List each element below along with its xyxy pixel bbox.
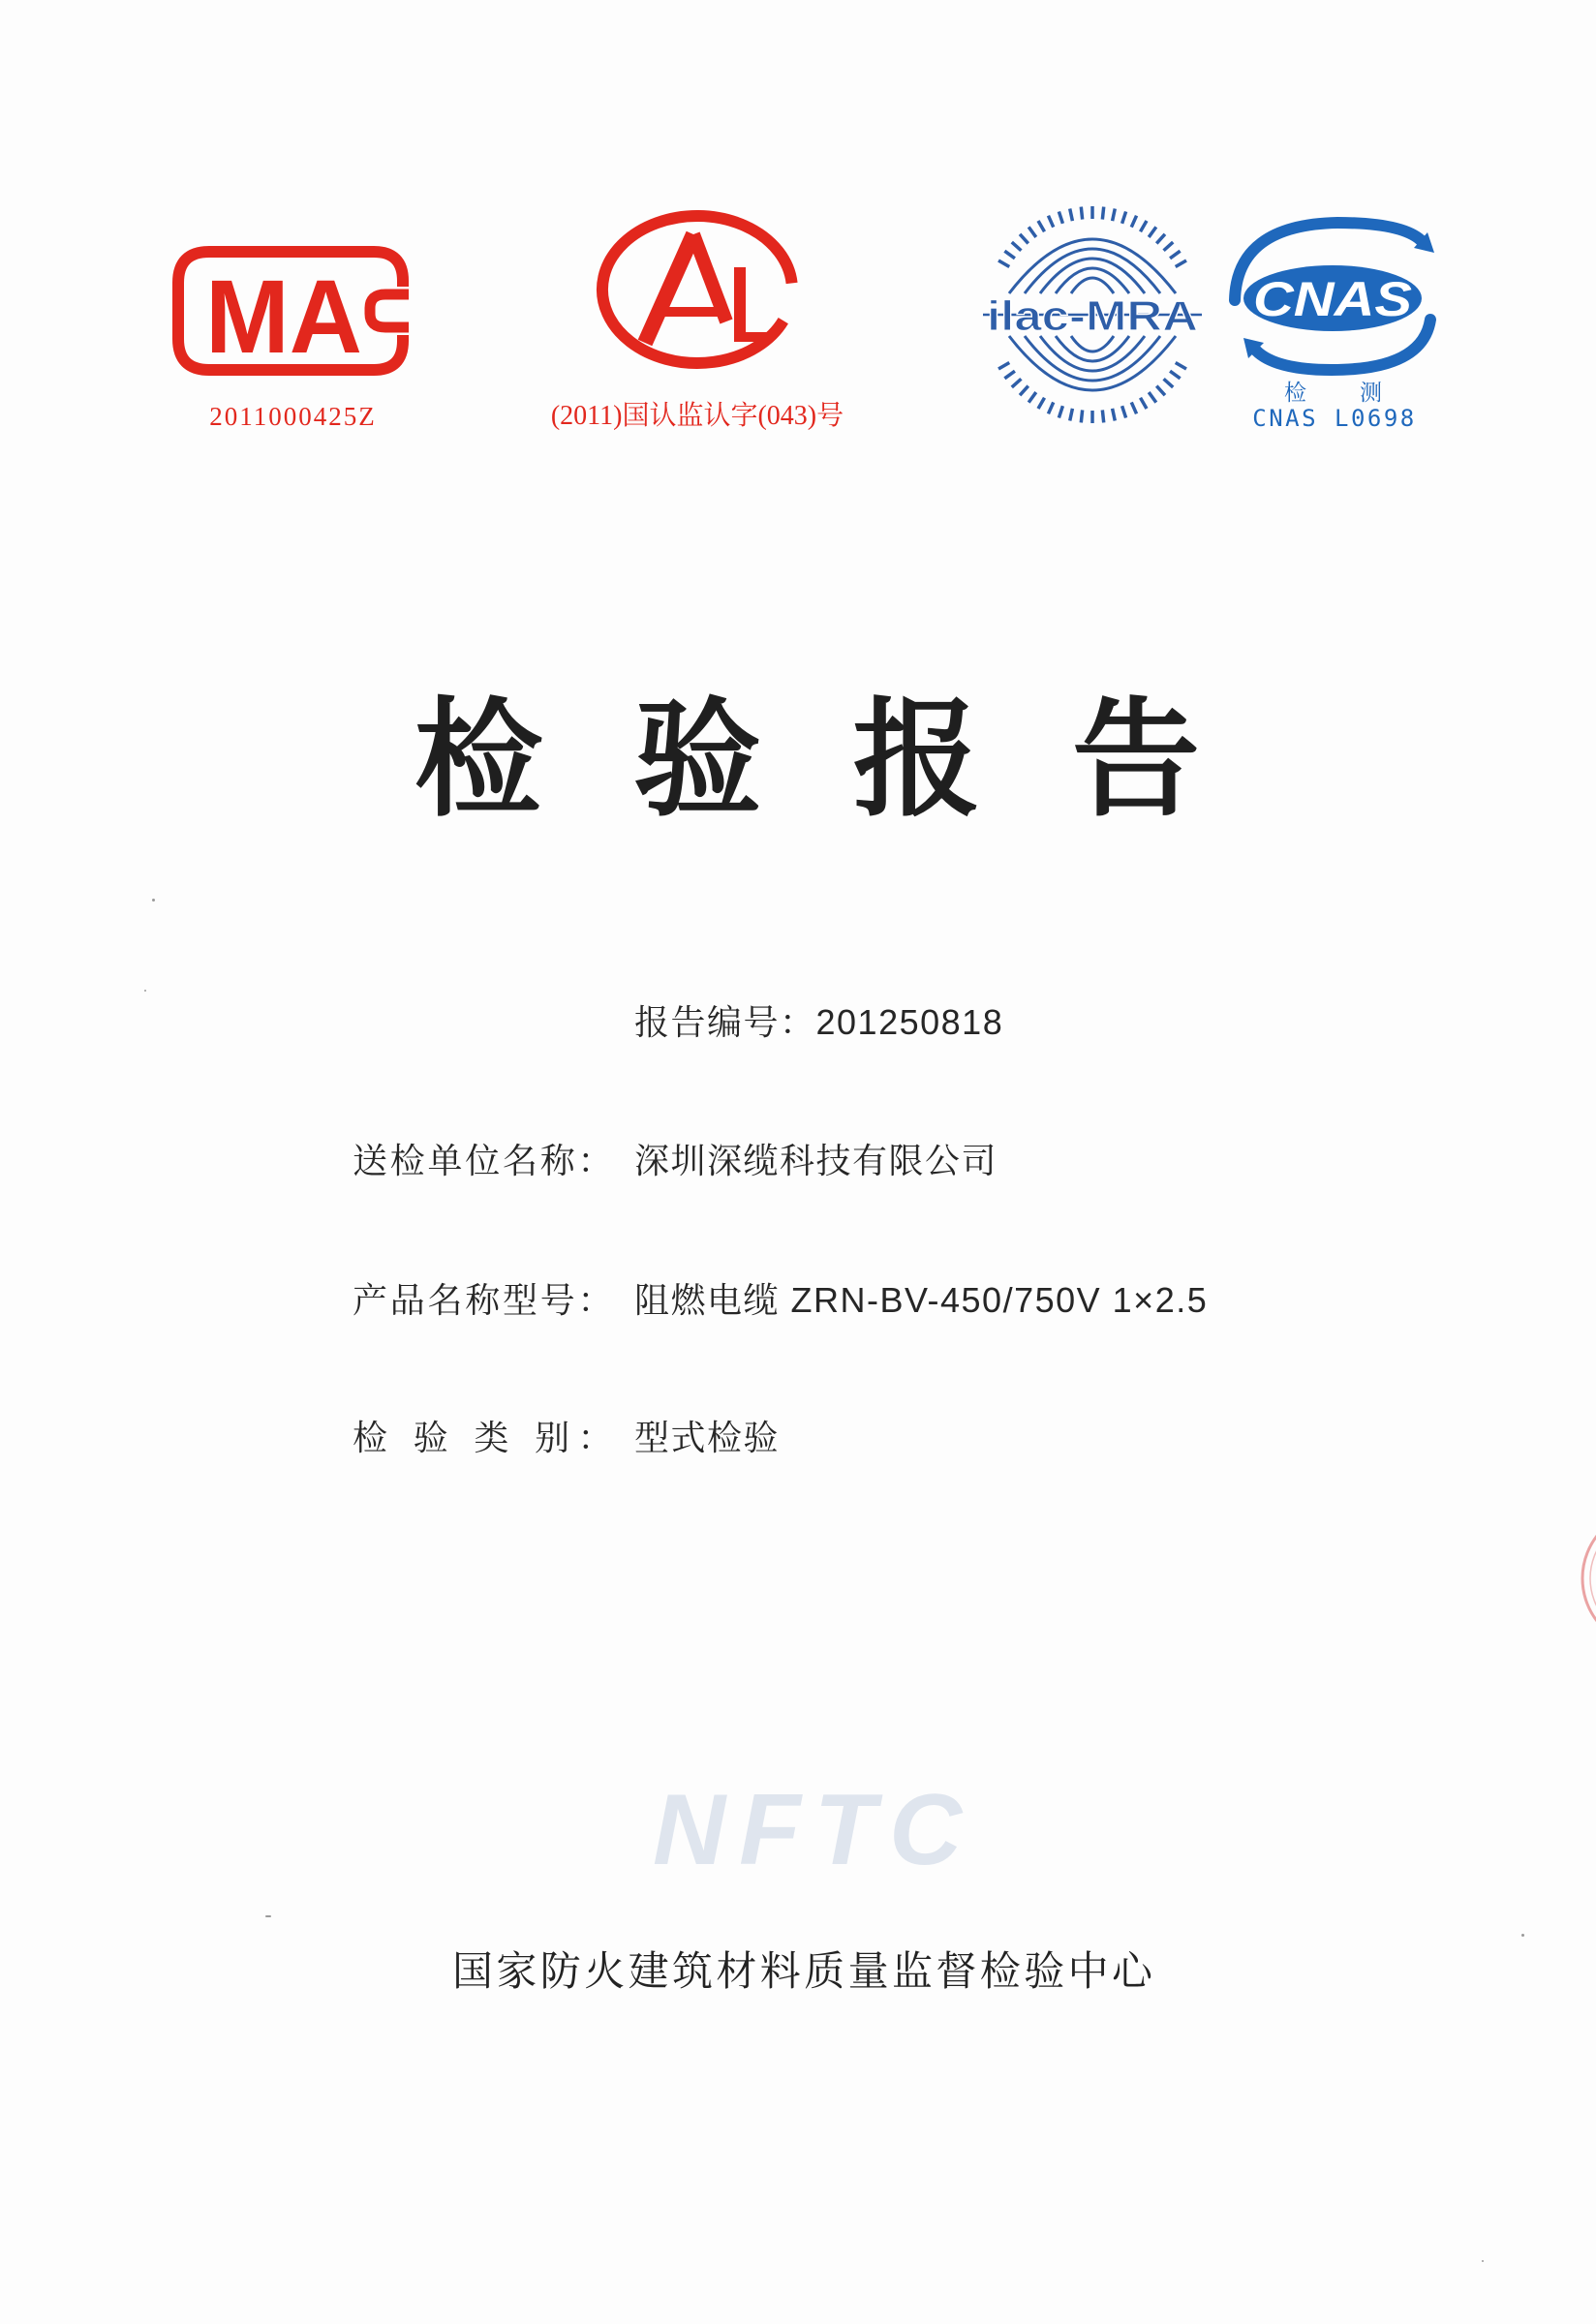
ilac-radial-tick [1012, 242, 1022, 251]
ilac-radial-tick [1170, 251, 1181, 259]
field-row-submitting-unit [353, 1137, 1321, 1185]
report-number-value: 201250818 [815, 1002, 1004, 1042]
ilac-radial-tick [1048, 402, 1053, 413]
ilac-radial-tick [1176, 260, 1186, 267]
ilac-radial-tick [1020, 234, 1028, 244]
ilac-radial-tick [1141, 398, 1148, 409]
cnas-logo [1223, 215, 1441, 378]
cma-logo [170, 244, 415, 378]
ilac-radial-tick [1059, 211, 1062, 223]
cal-logo [593, 207, 801, 372]
report-number-line [634, 998, 1003, 1047]
field-value: 型式检验 [634, 1418, 781, 1457]
ilac-arc [1009, 336, 1176, 390]
ilac-radial-tick [1149, 392, 1156, 403]
ilac-radial-tick [1038, 221, 1045, 231]
cma-logo-graphic [170, 244, 415, 378]
ilac-radial-tick [1156, 386, 1165, 396]
ilac-arc [1040, 259, 1145, 293]
ilac-arc [1040, 336, 1145, 371]
ilac-radial-tick [1176, 363, 1186, 370]
ilac-radial-tick [1131, 216, 1136, 228]
field-label: 检 验 类 别： [353, 1418, 614, 1457]
scan-speck [265, 1915, 271, 1917]
ilac-radial-tick [1020, 386, 1028, 396]
ilac-radial-tick [1113, 409, 1116, 421]
cal-accreditation-number: (2011)国认监认字(043)号 [550, 401, 844, 431]
field-value: 阻燃电缆 ZRN-BV-450/750V 1×2.5 [634, 1280, 1209, 1320]
cnas-logo-graphic [1223, 215, 1441, 378]
ilac-radial-tick [1004, 251, 1015, 259]
field-label: 产品名称型号： [353, 1280, 614, 1320]
ilac-radial-tick [1156, 234, 1165, 244]
red-seal-fragment [1577, 1507, 1596, 1650]
cal-a-left-stroke [645, 234, 693, 343]
ilac-radial-tick [1164, 379, 1174, 387]
ilac-radial-tick [1102, 207, 1103, 220]
scan-speck [144, 990, 146, 992]
ilac-radial-tick [1149, 227, 1156, 237]
ilac-radial-tick [1113, 208, 1116, 221]
ilac-radial-tick [1028, 227, 1036, 237]
ilac-top-arcs [1009, 239, 1176, 293]
ilac-radial-tick [1131, 402, 1136, 413]
ilac-mra-logo [981, 200, 1204, 429]
issuing-organization: 国家防火建筑材料质量监督检验中心 [452, 1948, 1156, 1994]
cnas-accreditation-number: CNAS L0698 [1252, 405, 1417, 432]
ilac-radial-tick [1070, 208, 1073, 221]
ilac-arc [1056, 268, 1129, 293]
ilac-lettering: ilac-MRA [987, 292, 1198, 340]
nftc-watermark: NFTC [653, 1774, 976, 1886]
scan-speck [1521, 1934, 1524, 1937]
ilac-radial-tick [1164, 242, 1174, 251]
red-seal-fragment-graphic [1577, 1507, 1596, 1650]
ilac-radial-tick [998, 363, 1009, 370]
field-value: 深圳深缆科技有限公司 [634, 1141, 998, 1180]
ilac-radial-tick [1141, 221, 1148, 231]
cma-certificate-number: 2011000425Z [209, 402, 377, 431]
field-row-product-model [353, 1276, 1321, 1325]
ilac-radial-tick [1038, 398, 1045, 409]
scan-speck [1482, 2260, 1484, 2262]
cal-logo-graphic [593, 207, 801, 372]
ilac-radial-tick [998, 260, 1009, 267]
cma-lettering: MA [205, 258, 362, 375]
ilac-bottom-arcs [1009, 336, 1176, 390]
cnas-caption: 检 测 [1284, 381, 1382, 406]
ilac-arc [1071, 278, 1114, 293]
field-label: 送检单位名称： [353, 1141, 614, 1180]
report-number-label: 报告编号： [634, 1002, 816, 1042]
ilac-radial-tick [1102, 410, 1103, 422]
ilac-radial-tick [1004, 371, 1015, 379]
ilac-radial-tick [1170, 371, 1181, 379]
seal-inner-ring [1590, 1516, 1596, 1640]
ilac-radial-tick [1081, 410, 1082, 422]
ilac-radial-tick [1070, 409, 1073, 421]
ilac-arc [1009, 239, 1176, 293]
ilac-radial-tick [1028, 392, 1036, 403]
ilac-mra-logo-graphic [981, 200, 1204, 429]
cnas-lettering: CNAS [1253, 272, 1412, 326]
ilac-radial-tick [1012, 379, 1022, 387]
ilac-radial-tick [1122, 406, 1126, 417]
ilac-radial-tick [1081, 207, 1082, 220]
cma-inner-bracket [370, 294, 409, 327]
ilac-radial-tick [1048, 216, 1053, 228]
ilac-radial-tick [1059, 406, 1062, 417]
page-title: 检 验 报 告 [414, 688, 1200, 831]
field-row-inspection-type [353, 1414, 1321, 1462]
seal-outer-ring [1582, 1509, 1596, 1648]
scan-speck [152, 899, 155, 902]
ilac-radial-tick [1122, 211, 1126, 223]
